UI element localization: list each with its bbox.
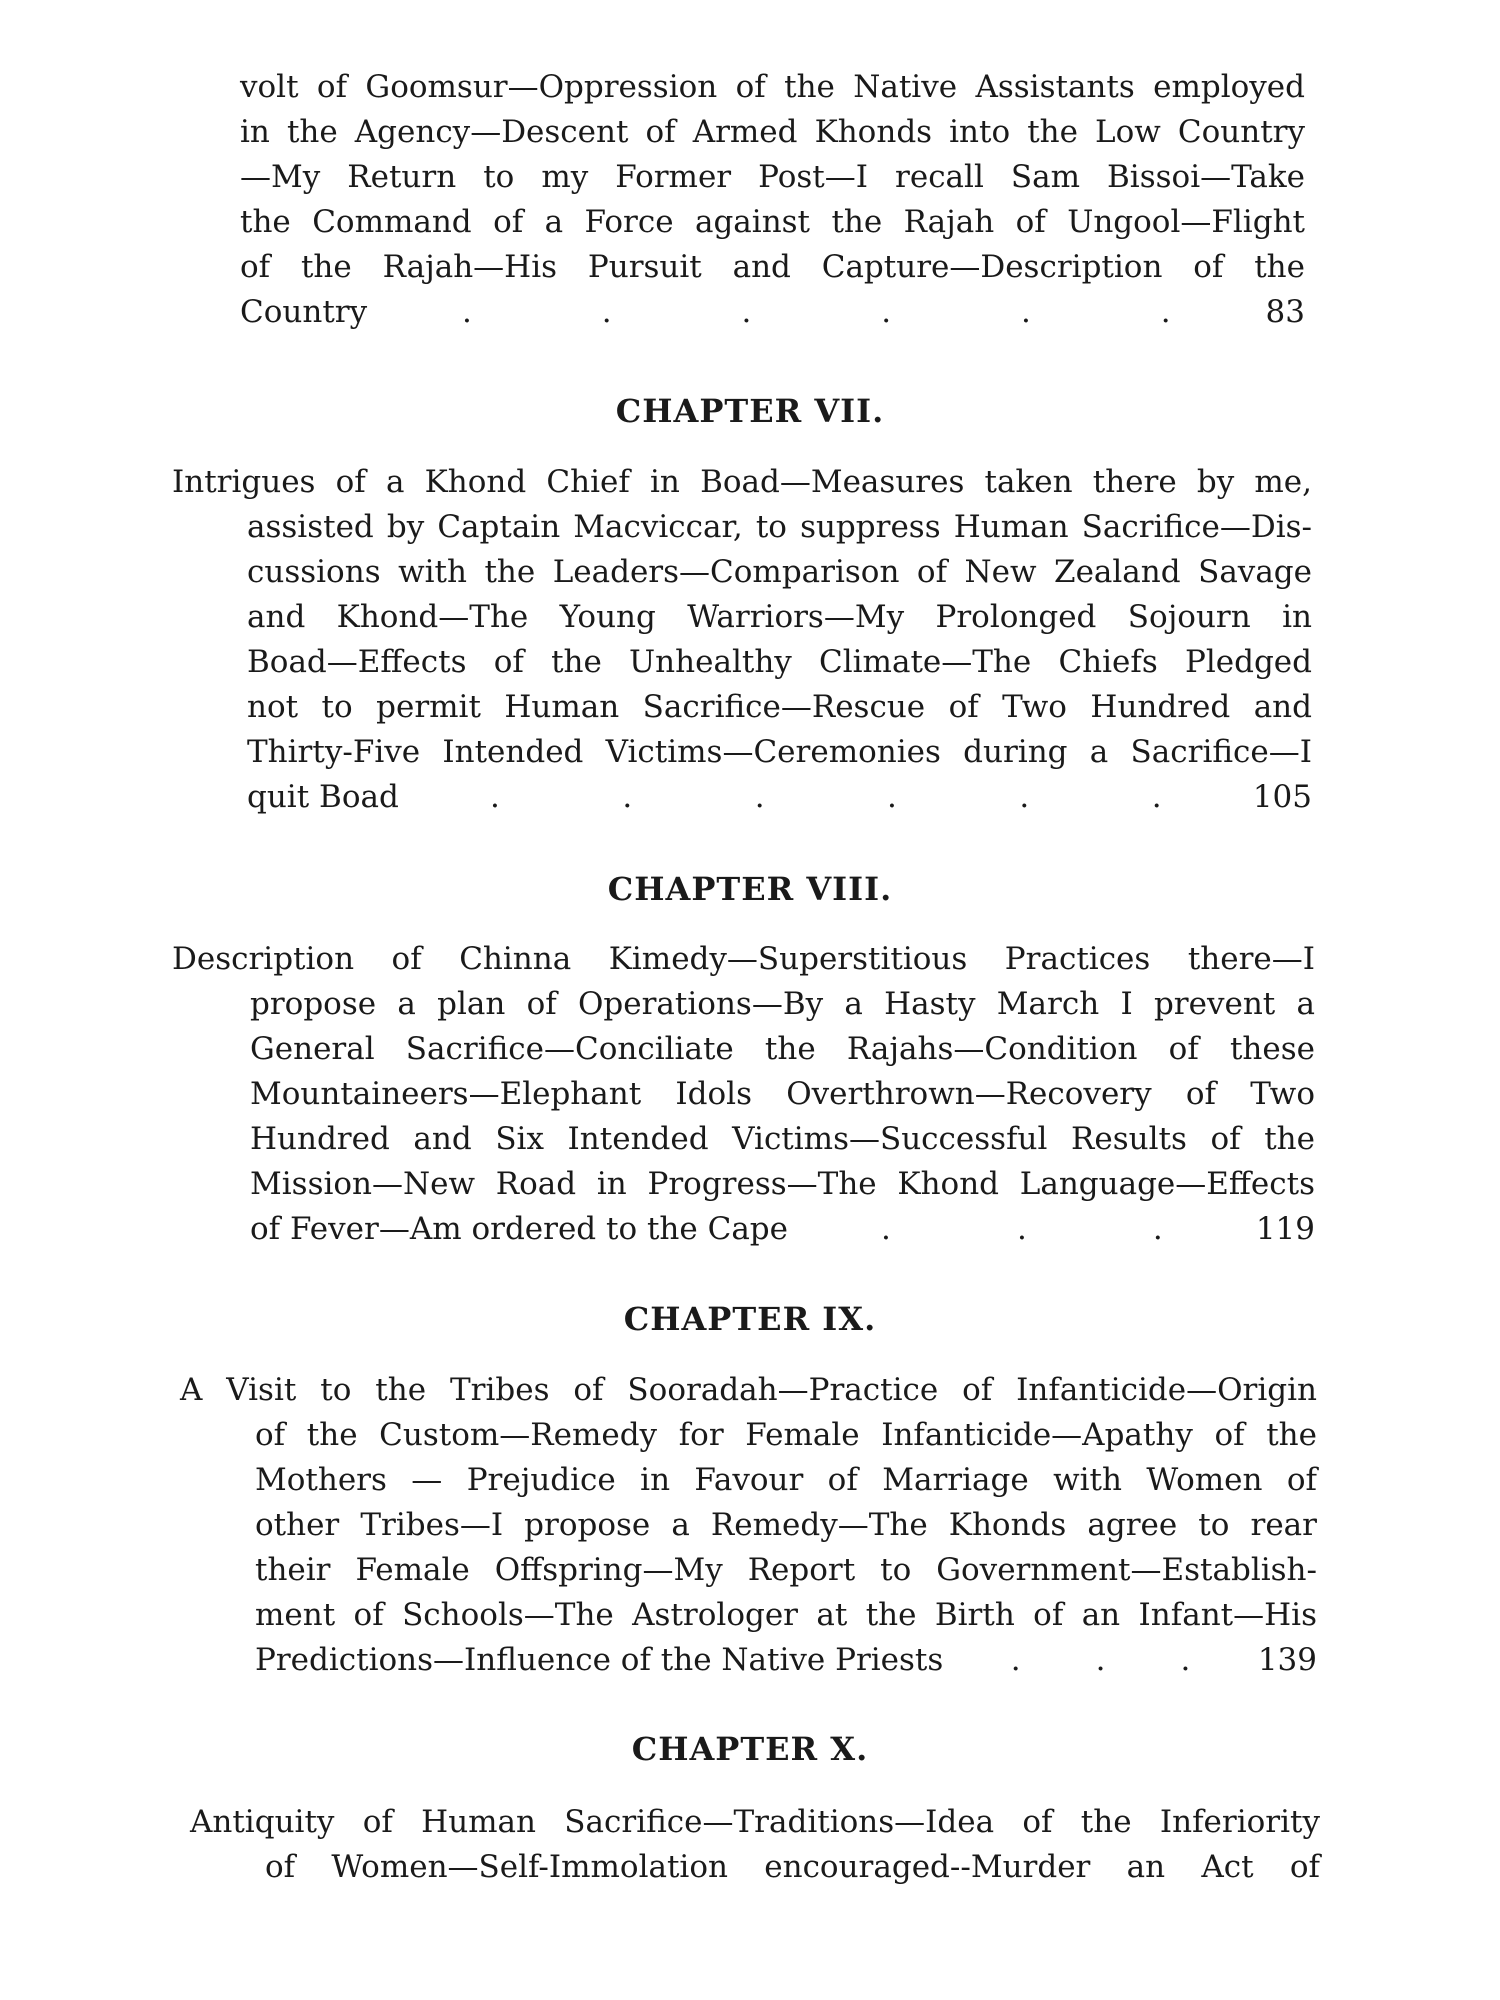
- toc-entry-chapter-viii: [172, 937, 1315, 1252]
- entry-last-line: [250, 1207, 1315, 1252]
- entry-last-line-text: Country: [240, 294, 368, 330]
- entry-text-line: their Female Offspring—My Report to Government—Establish-: [255, 1552, 1317, 1588]
- chapter-heading: CHAPTER VIII.: [607, 870, 893, 908]
- chapter-heading: CHAPTER IX.: [623, 1300, 877, 1338]
- entry-text-line: Description of Chinna Kimedy—Superstitious Practices there—I: [172, 941, 1315, 977]
- entry-last-line-text: Predictions—Influence of the Native Priests: [255, 1642, 944, 1678]
- entry-text-line: Thirty-Five Intended Victims—Ceremonies during a Sacrifice—I: [247, 734, 1312, 770]
- leader-dots: . . .: [1010, 1642, 1191, 1678]
- page-number: 105: [1252, 779, 1312, 815]
- entry-text-line: Hundred and Six Intended Victims—Successful Results of the: [250, 1121, 1315, 1157]
- entry-text-line: Antiquity of Human Sacrifice—Traditions—Idea of the Inferiority: [190, 1804, 1320, 1840]
- entry-text-line: other Tribes—I propose a Remedy—The Khonds agree to rear: [255, 1507, 1317, 1543]
- entry-last-line-text: quit Boad: [247, 779, 399, 815]
- entry-text-line: Boad—Effects of the Unhealthy Climate—The Chiefs Pledged: [247, 644, 1312, 680]
- entry-text-line: General Sacrifice—Conciliate the Rajahs—Condition of these: [250, 1031, 1315, 1067]
- toc-entry-chapter-ix: [180, 1368, 1317, 1683]
- entry-text-line: ment of Schools—The Astrologer at the Birth of an Infant—His: [255, 1597, 1317, 1633]
- entry-text-line: propose a plan of Operations—By a Hasty March I prevent a: [250, 986, 1315, 1022]
- entry-text-line: Intrigues of a Khond Chief in Boad—Measures taken there by me,: [172, 464, 1312, 500]
- entry-text-line: of the Custom—Remedy for Female Infanticide—Apathy of the: [255, 1417, 1317, 1453]
- entry-text-line: Mission—New Road in Progress—The Khond Language—Effects: [250, 1166, 1315, 1202]
- page-number: 83: [1265, 294, 1305, 330]
- entry-last-line: [247, 775, 1312, 820]
- entry-text-line: Mountaineers—Elephant Idols Overthrown—Recovery of Two: [250, 1076, 1315, 1112]
- toc-entry-chapter-vii: [172, 460, 1312, 820]
- entry-text-line: A Visit to the Tribes of Sooradah—Practice of Infanticide—Origin: [180, 1372, 1317, 1408]
- entry-text-line: cussions with the Leaders—Comparison of New Zealand Savage: [247, 554, 1312, 590]
- leader-dots: . . . . . .: [462, 294, 1171, 330]
- page-number: 119: [1255, 1211, 1315, 1247]
- toc-entry-chapter-x: [190, 1800, 1320, 1890]
- toc-entry-chapter-vi-continued: [240, 65, 1305, 335]
- entry-text-line: Mothers — Prejudice in Favour of Marriage with Women of: [255, 1462, 1317, 1498]
- entry-text-line: of Women—Self-Immolation encouraged--Murder an Act of: [265, 1849, 1320, 1885]
- chapter-heading: CHAPTER VII.: [615, 392, 885, 430]
- chapter-heading: CHAPTER X.: [631, 1730, 869, 1768]
- entry-text-line: volt of Goomsur—Oppression of the Native Assistants employed: [240, 69, 1305, 105]
- entry-text-line: in the Agency—Descent of Armed Khonds into the Low Country: [240, 114, 1305, 150]
- entry-last-line: [240, 290, 1305, 335]
- entry-text-line: —My Return to my Former Post—I recall Sam Bissoi—Take: [240, 159, 1305, 195]
- entry-text-line: the Command of a Force against the Rajah of Ungool—Flight: [240, 204, 1305, 240]
- entry-text-line: and Khond—The Young Warriors—My Prolonged Sojourn in: [247, 599, 1312, 635]
- leader-dots: . . .: [881, 1211, 1163, 1247]
- entry-last-line: [255, 1638, 1317, 1683]
- entry-text-line: of the Rajah—His Pursuit and Capture—Description of the: [240, 249, 1305, 285]
- entry-text-line: assisted by Captain Macviccar, to suppress Human Sacrifice—Dis-: [247, 509, 1312, 545]
- entry-last-line-text: of Fever—Am ordered to the Cape: [250, 1211, 788, 1247]
- entry-text-line: not to permit Human Sacrifice—Rescue of Two Hundred and: [247, 689, 1312, 725]
- leader-dots: . . . . . .: [490, 779, 1162, 815]
- page-number: 139: [1257, 1642, 1317, 1678]
